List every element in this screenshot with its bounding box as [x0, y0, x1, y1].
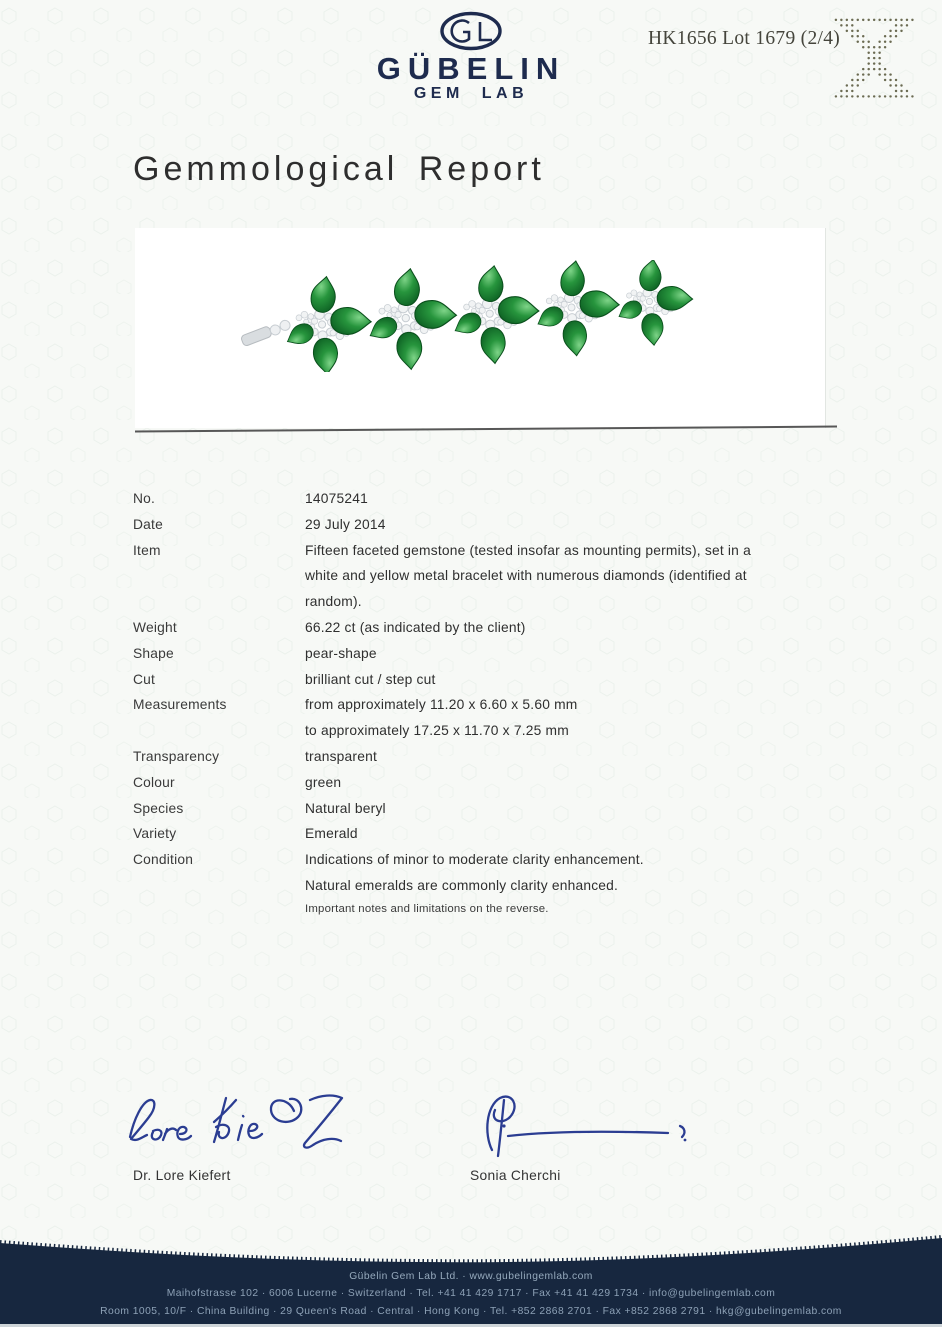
field-row-colour — [133, 770, 850, 796]
field-row-date — [133, 512, 850, 538]
gubelin-monogram-icon — [438, 10, 504, 52]
field-value-line: to approximately 17.25 x 11.70 x 7.25 mm — [305, 723, 569, 739]
hourglass-watermark — [833, 8, 915, 108]
field-value-line: Natural emeralds are commonly clarity enhanced. — [305, 877, 619, 893]
field-row-weight — [133, 615, 850, 641]
field-note: Important notes and limitations on the reverse. — [305, 902, 549, 915]
logo-brand-text: GÜBELIN — [376, 51, 566, 86]
field-label: Weight — [133, 619, 177, 635]
field-label: Shape — [133, 645, 174, 661]
field-row-condition — [133, 847, 850, 920]
field-value: transparent — [305, 748, 377, 764]
field-label: Measurements — [133, 697, 227, 713]
field-label: Transparency — [133, 748, 220, 764]
field-row-species — [133, 796, 850, 822]
signer-name-left: Dr. Lore Kiefert — [133, 1168, 231, 1183]
field-value: 14075241 — [305, 491, 368, 506]
signer-name-right: Sonia Cherchi — [470, 1168, 561, 1183]
field-value-line: Indications of minor to moderate clarity enhancement. — [305, 852, 644, 868]
field-value-line: white and yellow metal bracelet with numerous diamonds (identified at — [305, 568, 747, 584]
bracelet-photo — [235, 260, 695, 372]
field-value-line: random). — [305, 594, 362, 610]
field-value: green — [305, 774, 342, 790]
footer-line-company: Gübelin Gem Lab Ltd. · www.gubelingemlab.com — [349, 1270, 593, 1282]
field-row-shape — [133, 641, 850, 667]
field-row-variety — [133, 821, 850, 847]
field-value-line: from approximately 11.20 x 6.60 x 5.60 mm — [305, 697, 578, 713]
page-title: Gemmological Report — [133, 150, 545, 188]
report-fields — [133, 486, 850, 920]
field-value: 29 July 2014 — [305, 516, 386, 532]
field-label: Condition — [133, 852, 194, 868]
gubelin-logo — [0, 10, 942, 103]
field-value: Emerald — [305, 826, 358, 842]
field-value-line: Fifteen faceted gemstone (tested insofar as mounting permits), set in a — [305, 542, 751, 558]
field-value: 66.22 ct (as indicated by the client) — [305, 619, 526, 635]
logo-sub-text: GEM LAB — [413, 85, 529, 102]
footer-line-hongkong: Room 1005, 10/F · China Building · 29 Queen's Road · Central · Hong Kong · Tel. +852 2868 2701 · Fax +852 2868 2791 · hkg@gubelingemlab.com — [100, 1305, 842, 1317]
document-reference: HK1656 Lot 1679 (2/4) — [648, 28, 841, 49]
signature-lore-kiefert — [122, 1085, 362, 1165]
field-row-measurements — [133, 692, 850, 744]
field-value: pear-shape — [305, 645, 377, 661]
field-value — [305, 847, 850, 920]
field-value — [305, 538, 850, 615]
field-label: Date — [133, 516, 163, 532]
field-value: Natural beryl — [305, 800, 386, 816]
item-photo-area — [135, 228, 826, 428]
footer-line-lucerne: Maihofstrasse 102 · 6006 Lucerne · Switzerland · Tel. +41 41 429 1717 · Fax +41 41 429 1734 · info@gubelingemlab.com — [166, 1288, 776, 1299]
field-label: Item — [133, 542, 161, 558]
field-label: Variety — [133, 826, 177, 842]
field-row-cut — [133, 667, 850, 693]
footer-contact-info — [0, 1268, 942, 1321]
field-label: Species — [133, 800, 184, 816]
field-row-transparency — [133, 744, 850, 770]
field-label: No. — [133, 491, 156, 506]
field-row-item — [133, 538, 850, 615]
field-label: Colour — [133, 774, 175, 790]
field-value: brilliant cut / step cut — [305, 671, 436, 687]
field-row-no — [133, 486, 850, 512]
signature-sonia-cherchi — [452, 1088, 702, 1166]
field-label: Cut — [133, 671, 156, 687]
field-value — [305, 692, 850, 744]
